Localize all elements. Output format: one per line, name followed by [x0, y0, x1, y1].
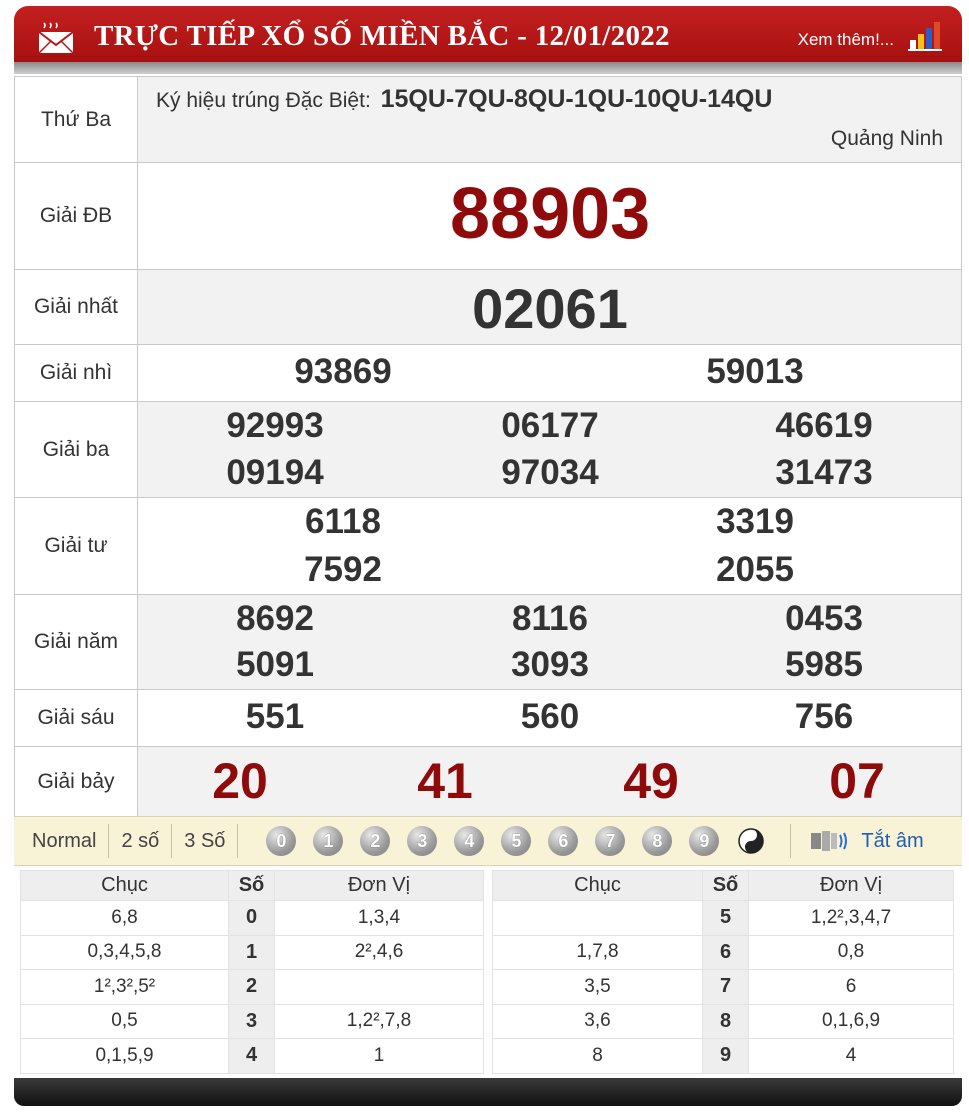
- results-table: [14, 76, 962, 817]
- prize-number: 0453: [785, 599, 863, 638]
- prize-number: 8692: [236, 599, 314, 638]
- table-row: [21, 901, 484, 936]
- special-code-line: [156, 85, 772, 114]
- table-row: [493, 970, 954, 1005]
- prize-row-db: [15, 163, 961, 270]
- prize-number: 20: [212, 753, 268, 809]
- digit-button-9[interactable]: 9: [689, 826, 719, 856]
- chuc-cell: 1,7,8: [493, 935, 703, 970]
- prize-row-sau: [15, 690, 961, 747]
- prize-number: 06177: [501, 406, 599, 445]
- prize-label: Giải ĐB: [15, 163, 138, 269]
- donvi-cell: 6: [749, 970, 954, 1005]
- so-cell: 4: [229, 1039, 275, 1074]
- table-row: [493, 1004, 954, 1039]
- chuc-cell: 6,8: [21, 901, 229, 936]
- table-row: [493, 901, 954, 936]
- prize-number: 5985: [785, 645, 863, 684]
- donvi-cell: 4: [749, 1039, 954, 1074]
- prize-row-tu: [15, 498, 961, 595]
- chuc-cell: 1²,3²,5²: [21, 970, 229, 1005]
- so-cell: 2: [229, 970, 275, 1005]
- prize-number: 2055: [716, 550, 794, 589]
- donvi-cell: 1,2²,7,8: [275, 1004, 484, 1039]
- column-header-so: Số: [229, 871, 275, 901]
- column-header-chuc: Chục: [493, 871, 703, 901]
- so-cell: 9: [703, 1039, 749, 1074]
- prize-row-nhat: [15, 270, 961, 345]
- donvi-cell: 1: [275, 1039, 484, 1074]
- prize-number: 5091: [236, 645, 314, 684]
- prize-number: 31473: [775, 453, 873, 492]
- loto-table-right: [492, 870, 954, 1074]
- table-row: [21, 1004, 484, 1039]
- prize-number: 46619: [775, 406, 873, 445]
- header-shadow: [14, 62, 962, 74]
- column-header-donvi: Đơn Vị: [275, 871, 484, 901]
- prize-number: 59013: [706, 352, 804, 391]
- bar-chart-icon[interactable]: [908, 20, 942, 52]
- first-prize-number: 02061: [472, 277, 628, 340]
- chuc-cell: 3,5: [493, 970, 703, 1005]
- prize-label: Giải tư: [15, 498, 138, 594]
- prize-label: Giải sáu: [15, 690, 138, 746]
- digit-button-2[interactable]: 2: [360, 826, 390, 856]
- chuc-cell: [493, 901, 703, 936]
- digit-button-4[interactable]: 4: [454, 826, 484, 856]
- donvi-cell: 2²,4,6: [275, 935, 484, 970]
- mute-sound-button[interactable]: Tắt âm: [861, 829, 924, 852]
- toolbar-divider: [790, 824, 791, 858]
- digit-button-5[interactable]: 5: [501, 826, 531, 856]
- column-header-chuc: Chục: [21, 871, 229, 901]
- prize-number: 3319: [716, 502, 794, 541]
- prize-row-nhi: [15, 345, 961, 402]
- table-row: [493, 935, 954, 970]
- page-title: TRỰC TIẾP XỔ SỐ MIỀN BẮC - 12/01/2022: [94, 20, 670, 52]
- donvi-cell: 1,3,4: [275, 901, 484, 936]
- speaker-icon[interactable]: [809, 829, 851, 853]
- prize-row-ba: [15, 402, 961, 498]
- prize-number: 93869: [294, 352, 392, 391]
- digit-button-3[interactable]: 3: [407, 826, 437, 856]
- special-code-label: Ký hiệu trúng Đặc Biệt:: [156, 89, 371, 112]
- prize-row-bay: [15, 747, 961, 817]
- digit-button-7[interactable]: 7: [595, 826, 625, 856]
- prize-label: Giải ba: [15, 402, 138, 497]
- column-header-so: Số: [703, 871, 749, 901]
- so-cell: 6: [703, 935, 749, 970]
- mail-icon: [38, 22, 74, 54]
- digit-button-8[interactable]: 8: [642, 826, 672, 856]
- so-cell: 1: [229, 935, 275, 970]
- digit-button-6[interactable]: 6: [548, 826, 578, 856]
- table-row: [21, 1039, 484, 1074]
- mode-3-digit-button[interactable]: 3 Số: [172, 824, 238, 858]
- weekday-label: Thứ Ba: [15, 77, 138, 162]
- prize-number: 3093: [511, 645, 589, 684]
- mode-2-digit-button[interactable]: 2 số: [109, 824, 172, 858]
- special-codes: 15QU-7QU-8QU-1QU-10QU-14QU: [380, 85, 773, 113]
- province-name: Quảng Ninh: [830, 127, 943, 150]
- prize-number: 09194: [226, 453, 324, 492]
- prize-number: 49: [623, 753, 679, 809]
- so-cell: 8: [703, 1004, 749, 1039]
- so-cell: 7: [703, 970, 749, 1005]
- prize-number: 560: [520, 697, 580, 736]
- display-toolbar: [14, 816, 962, 866]
- see-more-link[interactable]: Xem thêm!...: [797, 30, 894, 49]
- digit-button-0[interactable]: 0: [266, 826, 296, 856]
- footer-bar: [14, 1078, 962, 1106]
- donvi-cell: 1,2²,3,4,7: [749, 901, 954, 936]
- prize-number: 8116: [512, 599, 588, 638]
- so-cell: 3: [229, 1004, 275, 1039]
- column-header-donvi: Đơn Vị: [749, 871, 954, 901]
- prize-label: Giải bảy: [15, 747, 138, 816]
- table-row: [493, 1039, 954, 1074]
- prize-number: 756: [794, 697, 854, 736]
- prize-number: 7592: [304, 550, 382, 589]
- digit-button-1[interactable]: 1: [313, 826, 343, 856]
- prize-label: Giải năm: [15, 595, 138, 689]
- info-row: [15, 77, 961, 163]
- mode-normal-button[interactable]: Normal: [14, 824, 109, 858]
- lottery-widget: [14, 0, 962, 1112]
- prize-label: Giải nhất: [15, 270, 138, 344]
- loto-table-left: [20, 870, 484, 1074]
- prize-number: 97034: [501, 453, 599, 492]
- special-prize-number: 88903: [450, 174, 651, 254]
- prize-row-nam: [15, 595, 961, 690]
- prize-number: 07: [829, 753, 885, 809]
- chuc-cell: 3,6: [493, 1004, 703, 1039]
- table-row: [21, 970, 484, 1005]
- prize-number: 551: [245, 697, 305, 736]
- chuc-cell: 0,3,4,5,8: [21, 935, 229, 970]
- donvi-cell: 0,1,6,9: [749, 1004, 954, 1039]
- chuc-cell: 0,1,5,9: [21, 1039, 229, 1074]
- donvi-cell: 0,8: [749, 935, 954, 970]
- table-row: [21, 935, 484, 970]
- prize-label: Giải nhì: [15, 345, 138, 401]
- yin-yang-icon[interactable]: [738, 828, 764, 854]
- prize-number: 6118: [305, 502, 381, 541]
- so-cell: 5: [703, 901, 749, 936]
- chuc-cell: 8: [493, 1039, 703, 1074]
- donvi-cell: [275, 970, 484, 1005]
- widget-header: [14, 6, 962, 70]
- so-cell: 0: [229, 901, 275, 936]
- chuc-cell: 0,5: [21, 1004, 229, 1039]
- prize-number: 92993: [226, 406, 324, 445]
- prize-number: 41: [417, 753, 473, 809]
